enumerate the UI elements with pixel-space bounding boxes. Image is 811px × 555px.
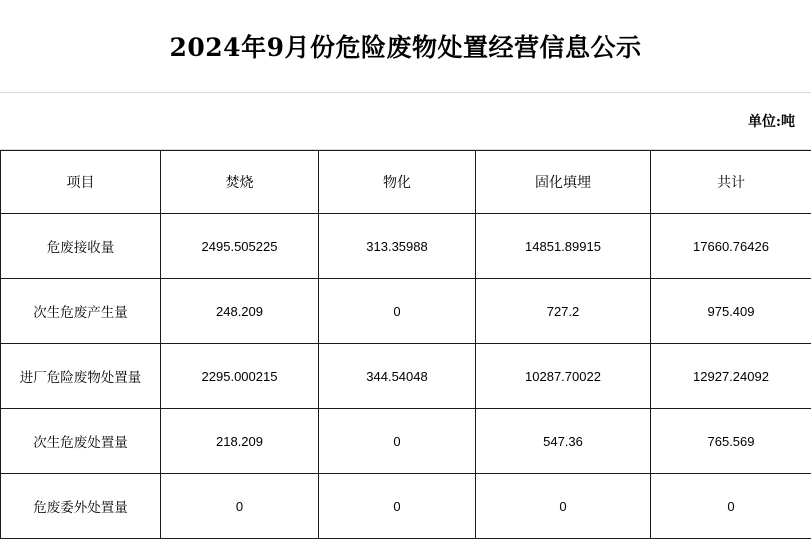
cell-value: 218.209 <box>161 409 319 474</box>
column-header-item: 项目 <box>1 151 161 214</box>
cell-value: 765.569 <box>651 409 811 474</box>
cell-value: 248.209 <box>161 279 319 344</box>
title-band <box>0 0 811 93</box>
row-label: 次生危废处置量 <box>1 409 161 474</box>
cell-value: 12927.24092 <box>651 344 811 409</box>
table-row <box>1 344 811 409</box>
column-header-total: 共计 <box>651 151 811 214</box>
column-header-physicochemical: 物化 <box>319 151 476 214</box>
cell-value: 2495.505225 <box>161 214 319 279</box>
cell-value: 547.36 <box>476 409 651 474</box>
cell-value: 14851.89915 <box>476 214 651 279</box>
cell-value: 10287.70022 <box>476 344 651 409</box>
table-row <box>1 409 811 474</box>
column-header-incineration: 焚烧 <box>161 151 319 214</box>
cell-value: 2295.000215 <box>161 344 319 409</box>
table-row <box>1 279 811 344</box>
row-label: 进厂危险废物处置量 <box>1 344 161 409</box>
unit-note: 单位:吨 <box>747 114 795 130</box>
cell-value: 0 <box>161 474 319 539</box>
table-header-row <box>1 151 811 214</box>
cell-value: 17660.76426 <box>651 214 811 279</box>
column-header-solidification-landfill: 固化填埋 <box>476 151 651 214</box>
cell-value: 0 <box>319 409 476 474</box>
cell-value: 0 <box>651 474 811 539</box>
cell-value: 975.409 <box>651 279 811 344</box>
cell-value: 344.54048 <box>319 344 476 409</box>
row-label: 危废接收量 <box>1 214 161 279</box>
cell-value: 0 <box>476 474 651 539</box>
unit-band <box>0 93 811 150</box>
hazardous-waste-table <box>0 150 811 539</box>
cell-value: 727.2 <box>476 279 651 344</box>
table-row <box>1 214 811 279</box>
page-title: 2024年9月份危险废物处置经营信息公示 <box>169 33 642 62</box>
table-row <box>1 474 811 539</box>
cell-value: 0 <box>319 279 476 344</box>
row-label: 危废委外处置量 <box>1 474 161 539</box>
cell-value: 313.35988 <box>319 214 476 279</box>
cell-value: 0 <box>319 474 476 539</box>
row-label: 次生危废产生量 <box>1 279 161 344</box>
